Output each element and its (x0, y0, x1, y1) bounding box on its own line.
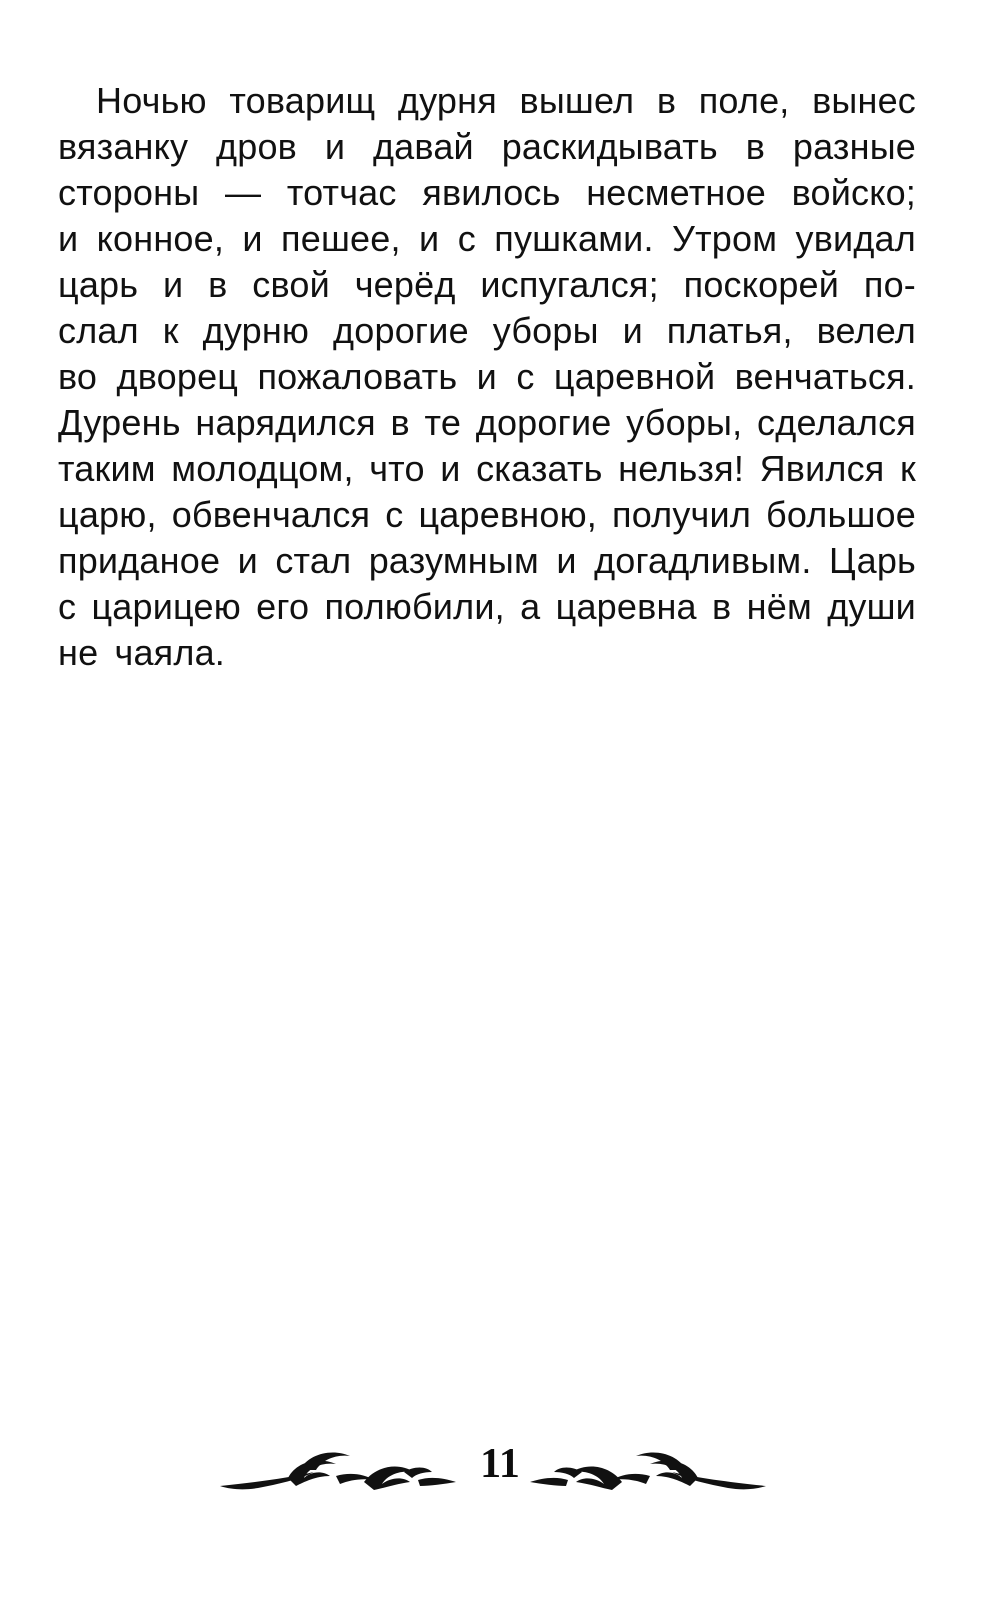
page-number: 11 (480, 1441, 520, 1487)
flourish-right-icon (528, 1442, 768, 1502)
text-line: с царицею его полюбили, а царевна в нём души (58, 586, 916, 627)
text-line: не чаяла. (58, 632, 226, 673)
story-paragraph (58, 78, 916, 676)
text-line: и конное, и пешее, и с пушками. Утром увидал (58, 218, 916, 259)
flourish-left-icon (218, 1442, 458, 1502)
text-line: стороны — тотчас явилось несметное войско; (58, 172, 916, 213)
text-line: вязанку дров и давай раскидывать в разные (58, 126, 916, 167)
text-line: во дворец пожаловать и с царевной венчаться. (58, 356, 916, 397)
text-line: Дурень нарядился в те дорогие уборы, сделался (58, 402, 916, 443)
page-footer (0, 1432, 1000, 1512)
text-line: таким молодцом, что и сказать нельзя! Явился к (58, 448, 916, 489)
text-line: приданое и стал разумным и догадливым. Царь (58, 540, 916, 581)
text-line: царю, обвенчался с царевною, получил большое (58, 494, 916, 535)
text-line: слал к дурню дорогие уборы и платья, велел (58, 310, 916, 351)
text-line: Ночью товарищ дурня вышел в поле, вынес (96, 80, 916, 121)
text-line: царь и в свой черёд испугался; поскорей по- (58, 264, 916, 305)
